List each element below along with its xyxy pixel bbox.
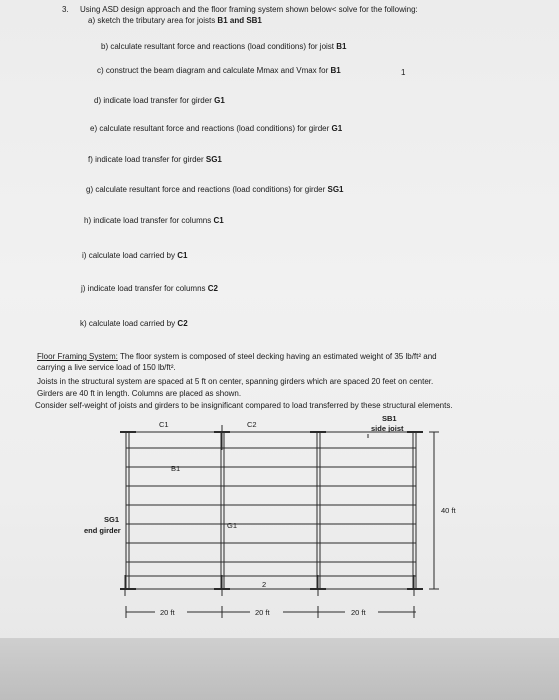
floor-framing-text: The floor system is composed of steel decking having an estimated weight of 35 lb/ft² and bbox=[119, 352, 437, 361]
label-end-girder: end girder bbox=[84, 526, 121, 535]
part-target: B1 bbox=[330, 66, 341, 75]
floor-framing-line-4: Girders are 40 ft in length. Columns are placed as shown. bbox=[37, 389, 242, 398]
floor-framing-line-5: Consider self-weight of joists and girders to be insignificant compared to load transferred by these structural elements. bbox=[35, 401, 453, 410]
label-c2: C2 bbox=[247, 420, 257, 429]
part-text: calculate resultant force and reactions (load conditions) for girder bbox=[95, 185, 326, 194]
question-number: 3. bbox=[62, 5, 69, 14]
floor-framing-line-2: carrying a live service load of 150 lb/ft². bbox=[37, 363, 176, 372]
dim-span-1: 20 ft bbox=[160, 608, 175, 617]
label-sg1: SG1 bbox=[104, 515, 120, 524]
part-text: calculate resultant force and reactions (load conditions) for girder bbox=[99, 124, 330, 133]
part-letter: i) bbox=[82, 251, 87, 260]
part-text: calculate resultant force and reactions (load conditions) for joist bbox=[110, 42, 335, 51]
part-target: G1 bbox=[331, 124, 343, 133]
part-target: B1 bbox=[336, 42, 347, 51]
part-target: SG1 bbox=[205, 155, 222, 164]
part-target: G1 bbox=[214, 96, 225, 105]
part-target: C1 bbox=[213, 216, 224, 225]
part-text: indicate load transfer for girder bbox=[103, 96, 212, 105]
part-letter: e) bbox=[90, 124, 98, 133]
stray-mark: 1 bbox=[401, 68, 406, 77]
part-letter: a) bbox=[88, 16, 96, 25]
part-text: calculate load carried by bbox=[88, 319, 176, 328]
floor-framing-heading: Floor Framing System: bbox=[37, 352, 118, 361]
part-letter: d) bbox=[94, 96, 102, 105]
part-text: construct the beam diagram and calculate Mmax and Vmax for bbox=[105, 66, 329, 75]
part-target: C2 bbox=[177, 319, 188, 328]
part-text: calculate load carried by bbox=[88, 251, 175, 260]
part-target: C2 bbox=[207, 284, 218, 293]
part-letter: h) bbox=[84, 216, 92, 225]
label-b1: B1 bbox=[171, 464, 181, 473]
part-text: indicate load transfer for columns bbox=[93, 216, 212, 225]
label-g1: G1 bbox=[227, 521, 238, 530]
part-letter: j) bbox=[81, 284, 86, 293]
dim-span-2: 20 ft bbox=[255, 608, 270, 617]
part-text: indicate load transfer for columns bbox=[87, 284, 206, 293]
part-target: SG1 bbox=[327, 185, 344, 194]
label-c1: C1 bbox=[159, 420, 169, 429]
part-letter: c) bbox=[97, 66, 104, 75]
part-letter: g) bbox=[86, 185, 94, 194]
dim-span-3: 20 ft bbox=[351, 608, 366, 617]
floor-outline bbox=[126, 432, 416, 589]
part-letter: k) bbox=[80, 319, 87, 328]
part-letter: b) bbox=[101, 42, 109, 51]
part-text: indicate load transfer for girder bbox=[95, 155, 204, 164]
dim-height: 40 ft bbox=[441, 506, 456, 515]
label-side-joist: side joist bbox=[371, 424, 404, 433]
part-target: C1 bbox=[177, 251, 188, 260]
floor-framing-line-3: Joists in the structural system are spaced at 5 ft on center, spanning girders which are spaced 20 feet on center. bbox=[37, 377, 434, 386]
stray-mark-2: 2 bbox=[262, 580, 267, 589]
part-target: B1 and SB1 bbox=[217, 16, 262, 25]
part-letter: f) bbox=[88, 155, 93, 164]
part-text: sketch the tributary area for joists bbox=[97, 16, 216, 25]
label-sb1: SB1 bbox=[382, 414, 397, 423]
question-intro: Using ASD design approach and the floor framing system shown below< solve for the following: bbox=[80, 5, 418, 14]
